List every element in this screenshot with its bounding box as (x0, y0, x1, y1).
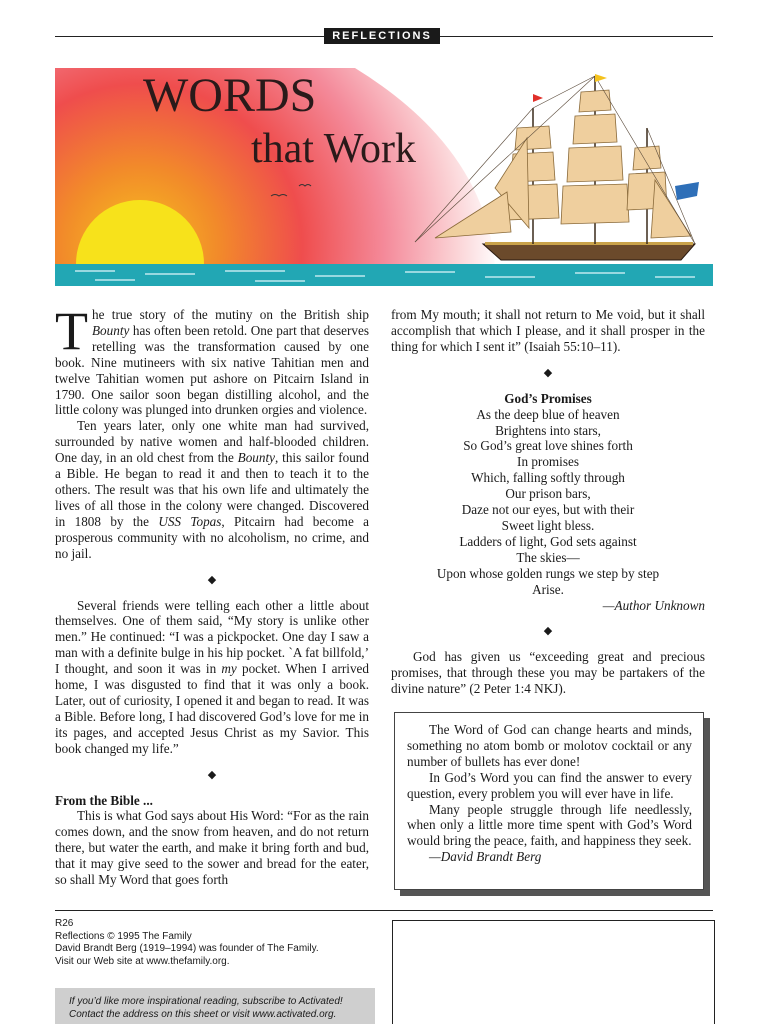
poem-line: Brightens into stars, (495, 422, 601, 438)
section-badge: REFLECTIONS (324, 28, 440, 44)
footer-rule (55, 910, 713, 911)
poem-author: —Author Unknown (602, 597, 705, 613)
diamond-divider: ◆ (207, 768, 217, 781)
left-column (55, 301, 369, 888)
poem-line: Sweet light bless. (501, 517, 595, 533)
poem-line: Our prison bars, (505, 486, 591, 502)
poem (391, 391, 705, 614)
poem-line: Ladders of light, God sets against (459, 533, 637, 549)
founder-line: David Brandt Berg (1919–1994) was founder of The Family. (55, 943, 319, 954)
poem-line: The skies— (516, 549, 580, 565)
poem-line: As the deep blue of heaven (476, 406, 620, 422)
quote-paragraph-1: The Word of God can change hearts and minds, something no atom bomb or molotov cocktail or any number of bullets has ever done! (407, 722, 692, 769)
poem-line: Upon whose golden rungs we step by step (436, 565, 660, 581)
quote-box (394, 712, 704, 890)
drop-cap: T (55, 301, 88, 361)
intro-paragraph (55, 301, 369, 418)
subhead-from-bible: From the Bible ... (55, 792, 153, 808)
copyright-line: Reflections © 1995 The Family (55, 930, 192, 942)
title-that-work: that Work (251, 126, 416, 172)
title-words: WORDS (143, 69, 317, 122)
quote-signature: —David Brandt Berg (429, 849, 542, 865)
footer-meta (55, 918, 319, 968)
poem-line: Which, falling softly through (471, 470, 625, 486)
bible-paragraph: This is what God says about His Word: “For as the rain comes down, and the snow from heaven, and do not return there, but water the earth, and make it bring forth and bud, that it may give seed to the sower and bread for the eater, so shall My Word that goes forth (55, 808, 369, 888)
pickpocket-paragraph: Several friends were telling each other a little about themselves. One of them said, “My story is unlike other men.” He continued: “I was a pickpocket. One day I saw a man with a definite bulge in his hip pocket. `A fat billfold,’ I thought, and soon it was in my pocket. When I arrived home, I was disgusted to find that it was only a book. Later, out of curiosity, I opened it and began to read. It was a Bible. Before long, I had discovered God’s love for me in its pages, and accepted Jesus Christ as my Savior. This book changed my life.” (55, 597, 369, 756)
diamond-divider: ◆ (207, 573, 217, 586)
hero-illustration (55, 68, 713, 286)
diamond-divider: ◆ (543, 625, 553, 638)
address-box (392, 920, 715, 1024)
quote-paragraph-3: Many people struggle through life needlessly, when only a little more time spent with God’s Word would bring the peace, faith, and happiness they seek. (407, 801, 692, 849)
promo-line-1: If you’d like more inspirational reading, subscribe to Activated! (69, 996, 343, 1007)
bounty-paragraph: Ten years later, only one white man had survived, surrounded by native women and half-blooded children. One day, in an old chest from the Bounty, this sailor found a Bible. He began to read it and then to teach it to the others. The result was that his own life and ultimately the lives of all those in the colony were changed. Discovered in 1808 by the USS Topas, Pitcairn had become a prosperous community with no alcoholism, no crime, and no jail. (55, 418, 369, 561)
poem-line: Daze not our eyes, but with their (461, 502, 635, 518)
poem-title: God’s Promises (504, 390, 592, 406)
isaiah-paragraph: from My mouth; it shall not return to Me void, but it shall accomplish that which I please, and it shall prosper in the thing for which I sent it” (Isaiah 55:10–11). (391, 307, 705, 354)
poem-line: Arise. (532, 581, 564, 597)
sheet-code: R26 (55, 918, 74, 929)
peter-paragraph: God has given us “exceeding great and precious promises, that through these you may be partakers of the divine nature” (2 Peter 1:4 NKJ). (391, 649, 705, 697)
poem-line: In promises (517, 454, 579, 470)
poem-line: So God’s great love shines forth (463, 438, 633, 454)
promo-banner (55, 988, 375, 1024)
website-line: Visit our Web site at www.thefamily.org. (55, 955, 230, 967)
promo-line-2: Contact the address on this sheet or visit www.activated.org. (69, 1009, 337, 1020)
right-column (391, 307, 705, 697)
diamond-divider: ◆ (543, 366, 553, 379)
quote-paragraph-2: In God’s Word you can find the answer to every question, every problem you will ever have in life. (407, 769, 692, 801)
poem-lines (391, 407, 705, 598)
sea (55, 264, 713, 286)
intro-text: he true story of the mutiny on the British ship Bounty has often been retold. One part that deserves retelling was the transformation caused by one book. Nine mutineers with six native Tahitian men and twelve Tahitian women put ashore on Pitcairn Island in 1790. One sailor soon began distilling alcohol, and the little colony was plunged into drunken orgies and violence. (55, 307, 369, 418)
